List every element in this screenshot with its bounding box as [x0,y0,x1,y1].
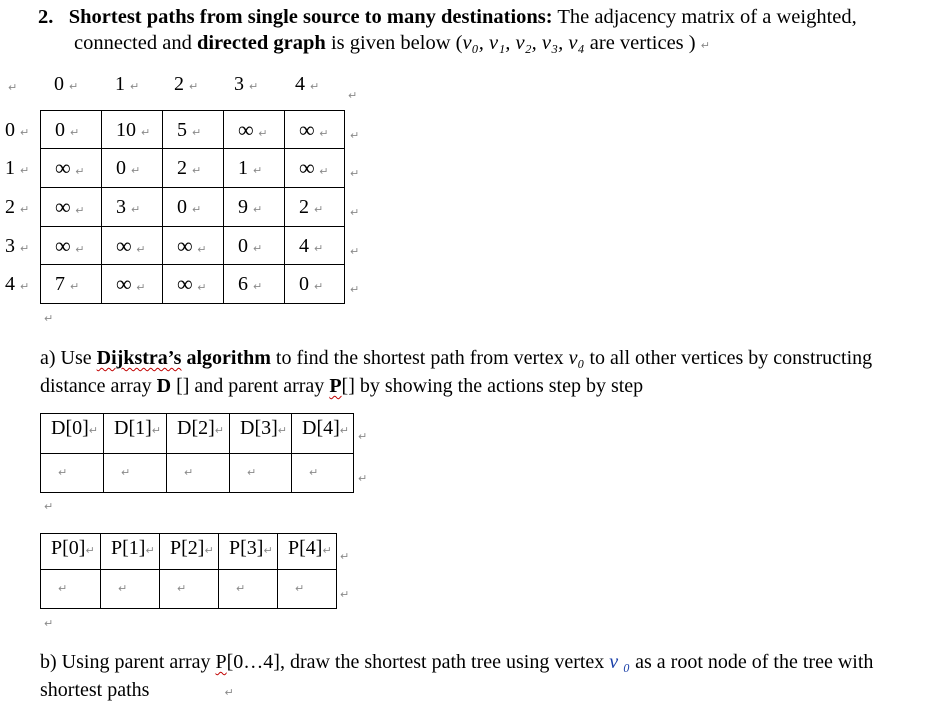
part-a-line2-bold-d: D [156,375,172,397]
array-header-label: D[4] [302,417,340,439]
matrix-cell-value: ∞ [55,233,71,258]
row-end-mark [358,469,367,487]
array-header-label: D[3] [240,417,278,439]
matrix-cell-value: ∞ [299,155,315,180]
return-mark: ↵ [184,466,194,479]
distance_table-value-cell [58,463,67,481]
return-mark: ↵ [44,617,54,630]
part-b-line1 [40,648,873,676]
matrix-row-header [5,158,29,181]
matrix-cell-value: 3 [116,196,126,218]
return-mark: ↵ [236,582,246,595]
matrix-cell [238,158,262,181]
matrix-cell [55,233,85,260]
return-mark: ↵ [314,242,324,255]
row-end-mark [350,164,359,182]
return-mark: ↵ [58,582,68,595]
array-header-label: P[1] [111,537,146,559]
return-mark: ↵ [322,544,332,557]
matrix-cell-value: ∞ [299,117,315,142]
return-mark: ↵ [253,280,263,293]
matrix-cell [177,271,207,298]
return-mark: ↵ [249,80,259,93]
parent_table-value-cell [177,579,186,597]
array-header-label: P[2] [170,537,205,559]
row-end-mark [350,126,359,144]
matrix-cell [299,197,323,220]
return-mark: ↵ [69,80,79,93]
return-mark: ↵ [295,582,305,595]
matrix-col-header [295,74,319,97]
return-mark: ↵ [310,80,320,93]
grid-line [40,110,345,111]
matrix-cell-value: 4 [299,235,309,257]
matrix-cell [116,197,140,220]
return-mark: ↵ [75,165,85,178]
distance_table-value-cell [247,463,256,481]
matrix-cell-value: ∞ [55,194,71,219]
array-header-label: D[2] [177,417,215,439]
matrix-cell-value: ∞ [116,271,132,296]
col-header-label: 4 [295,73,305,95]
matrix-cell-value: ∞ [116,233,132,258]
grid-line [40,303,345,304]
parent_table-header [51,537,95,560]
row-end-mark [340,547,349,565]
matrix-cell-value: 0 [238,235,248,257]
matrix-row-header [5,120,29,143]
question-bold-directed: directed graph [196,32,326,54]
return-mark: ↵ [314,280,324,293]
question-text-4: are vertices ) [584,32,696,54]
row-end-mark [348,86,357,104]
return-mark: ↵ [339,424,349,437]
return-mark: ↵ [75,204,85,217]
return-mark: ↵ [358,472,368,485]
row-end-mark [340,585,349,603]
matrix-cell [177,197,201,220]
matrix-cell-value: 9 [238,196,248,218]
matrix-cell-value: 7 [55,273,65,295]
return-mark: ↵ [204,544,214,557]
parent_table-value-cell [118,579,127,597]
row-header-label: 1 [5,157,15,179]
return-mark: ↵ [145,544,155,557]
grid-line [40,226,345,227]
part-a-dijkstra: Dijkstra’s [96,347,182,369]
return-mark: ↵ [177,582,187,595]
return-mark: ↵ [319,127,329,140]
return-mark: ↵ [141,126,151,139]
return-mark: ↵ [8,81,18,94]
matrix-col-header [115,74,139,97]
col-header-label: 3 [234,73,244,95]
return-mark: ↵ [192,164,202,177]
distance_table-header [114,417,161,440]
return-mark: ↵ [197,281,207,294]
matrix-cell [238,236,262,259]
part-b-line2: shortest paths [40,679,150,701]
return-mark: ↵ [350,129,360,142]
matrix-cell-value: ∞ [238,117,254,142]
matrix-cell [177,120,201,143]
return-mark: ↵ [58,466,68,479]
array-header-label: D[1] [114,417,152,439]
parent_table-header [170,537,214,560]
return-mark: ↵ [214,424,224,437]
grid-line [40,569,337,570]
distance_table-header [240,417,287,440]
matrix-cell [238,274,262,297]
matrix-cell [55,120,79,143]
part-a-line2-4: by showing the actions step by step [354,375,644,397]
parent_table-value-cell [58,579,67,597]
matrix-cell-value: 2 [177,157,187,179]
part-b-label: b) [40,651,57,673]
matrix-cell [238,117,268,144]
part-a-label: a) [40,347,56,369]
distance_table-header [177,417,224,440]
array-header-label: D[0] [51,417,89,439]
grid-line [159,533,160,609]
grid-line [40,413,354,414]
return-mark: ↵ [136,243,146,256]
matrix-cell-value: 5 [177,119,187,141]
grid-line [100,533,101,609]
row-end-mark [350,280,359,298]
corner-mark [8,78,17,96]
part-a-line2-bold-p: P [329,375,342,397]
return-mark: ↵ [88,424,98,437]
part-a-line2-1: distance array [40,375,157,397]
grid-line [40,187,345,188]
return-mark: ↵ [253,203,263,216]
grid-line [40,110,41,304]
return-mark: ↵ [350,245,360,258]
matrix-cell-value: 10 [116,119,136,141]
grid-line [284,110,285,304]
matrix-col-header [234,74,258,97]
part-b-text-1: Using parent array [56,651,216,673]
return-mark: ↵ [263,544,273,557]
return-mark: ↵ [20,280,30,293]
matrix-cell [55,155,85,182]
return-mark: ↵ [314,203,324,216]
question-number: 2. [38,6,54,28]
grid-line [344,110,345,304]
part-b-text-2: as a root node of the tree with [630,651,874,673]
return-mark: ↵ [121,466,131,479]
row-header-label: 2 [5,196,15,218]
grid-line [277,533,278,609]
matrix-col-header [54,74,78,97]
grid-line [40,533,337,534]
grid-line [218,533,219,609]
return-mark: ↵ [197,243,207,256]
part-a-text-1: Use [55,347,97,369]
matrix-row-header [5,197,29,220]
matrix-cell-value: 0 [177,196,187,218]
matrix-cell [299,236,323,259]
grid-line [40,453,354,454]
grid-line [40,148,345,149]
question-text-2: connected and [74,32,197,54]
question-text-1: The adjacency matrix of a weighted, [552,6,857,28]
return-mark: ↵ [258,127,268,140]
col-header-label: 1 [115,73,125,95]
part-b-line2 [40,676,234,707]
row-end-mark [350,242,359,260]
matrix-col-header [174,74,198,97]
row-header-label: 4 [5,273,15,295]
matrix-row-header [5,274,29,297]
part-a-line2-2: [] and parent array [171,375,330,397]
return-mark: ↵ [20,242,30,255]
matrix-cell [116,120,150,143]
row-end-mark [358,427,367,445]
matrix-cell-value: ∞ [177,271,193,296]
matrix-cell-value: ∞ [177,233,193,258]
matrix-cell [55,274,79,297]
return-mark: ↵ [253,242,263,255]
return-mark: ↵ [358,430,368,443]
return-mark: ↵ [44,312,54,325]
grid-line [336,533,337,609]
matrix-cell [238,197,262,220]
parent_table-value-cell [236,579,245,597]
matrix-cell-value: 2 [299,196,309,218]
return-mark: ↵ [253,164,263,177]
matrix-cell [299,117,329,144]
matrix-cell [116,158,140,181]
return-mark: ↵ [224,686,234,699]
parent_table-value-cell [295,579,304,597]
array-header-label: P[3] [229,537,264,559]
return-mark: ↵ [130,80,140,93]
row-header-label: 0 [5,119,15,141]
return-mark: ↵ [350,283,360,296]
part-a-vertex: v₀ [568,347,585,369]
matrix-cell [116,271,146,298]
return-mark: ↵ [319,165,329,178]
return-mark: ↵ [350,167,360,180]
question-text-3: is given below ( [325,32,463,54]
return-mark: ↵ [118,582,128,595]
return-mark: ↵ [340,550,350,563]
parent_table-header [111,537,155,560]
matrix-cell-value: 1 [238,157,248,179]
question-header-line2 [74,30,710,59]
return-mark: ↵ [192,203,202,216]
return-mark: ↵ [85,544,95,557]
return-mark: ↵ [131,164,141,177]
return-mark: ↵ [277,424,287,437]
matrix-cell-value: 0 [116,157,126,179]
return-mark: ↵ [151,424,161,437]
grid-line [40,533,41,609]
question-header [38,4,857,30]
return-mark: ↵ [348,89,358,102]
part-a-line2 [40,372,643,400]
grid-line [40,264,345,265]
part-a-algorithm: algorithm [181,347,271,369]
matrix-cell [116,233,146,260]
return-mark: ↵ [309,466,319,479]
return-mark: ↵ [20,203,30,216]
part-a-text-2: to find the shortest path from vertex [270,347,569,369]
grid-line [40,608,337,609]
grid-line [40,492,354,493]
matrix-cell [299,155,329,182]
return-mark: ↵ [20,164,30,177]
part-b-vertex: v ₀ [609,651,631,673]
distance_table-header [51,417,98,440]
array-header-label: P[4] [288,537,323,559]
array-header-label: P[0] [51,537,86,559]
return-mark: ↵ [70,126,80,139]
grid-line [101,110,102,304]
grid-line [223,110,224,304]
question-vertices: v₀, v₁, v₂, v₃, v₄ [462,32,585,54]
matrix-cell [177,233,207,260]
parent_table-header [288,537,332,560]
distance_table-value-cell [184,463,193,481]
distance_table-header [302,417,349,440]
part-b-text-1b: [0…4], draw the shortest path tree using vertex [226,651,610,673]
matrix-cell-value: 0 [55,119,65,141]
row-header-label: 3 [5,235,15,257]
return-mark: ↵ [192,126,202,139]
distance_table-value-cell [309,463,318,481]
grid-line [162,110,163,304]
matrix-cell [177,158,201,181]
parent_table-header [229,537,273,560]
return-mark: ↵ [44,500,54,513]
col-header-label: 2 [174,73,184,95]
matrix-cell-value: 6 [238,273,248,295]
matrix-cell-value: 0 [299,273,309,295]
col-header-label: 0 [54,73,64,95]
row-end-mark [350,203,359,221]
question-title: Shortest paths from single source to many destinations: [68,6,553,28]
part-a-line1 [40,344,872,372]
return-mark: ↵ [131,203,141,216]
part-a-line2-3: [] [341,375,355,397]
distance_table-value-cell [121,463,130,481]
part-a-text-3: to all other vertices by constructing [584,347,873,369]
matrix-row-header [5,236,29,259]
return-mark: ↵ [189,80,199,93]
return-mark: ↵ [75,243,85,256]
return-mark: ↵ [70,280,80,293]
return-mark: ↵ [340,588,350,601]
part-b-array-ref: P [215,651,227,673]
return-mark: ↵ [350,206,360,219]
matrix-cell [55,194,85,221]
return-mark: ↵ [247,466,257,479]
matrix-cell-value: ∞ [55,155,71,180]
return-mark: ↵ [136,281,146,294]
return-mark: ↵ [20,126,30,139]
matrix-cell [299,274,323,297]
return-mark: ↵ [700,39,710,52]
